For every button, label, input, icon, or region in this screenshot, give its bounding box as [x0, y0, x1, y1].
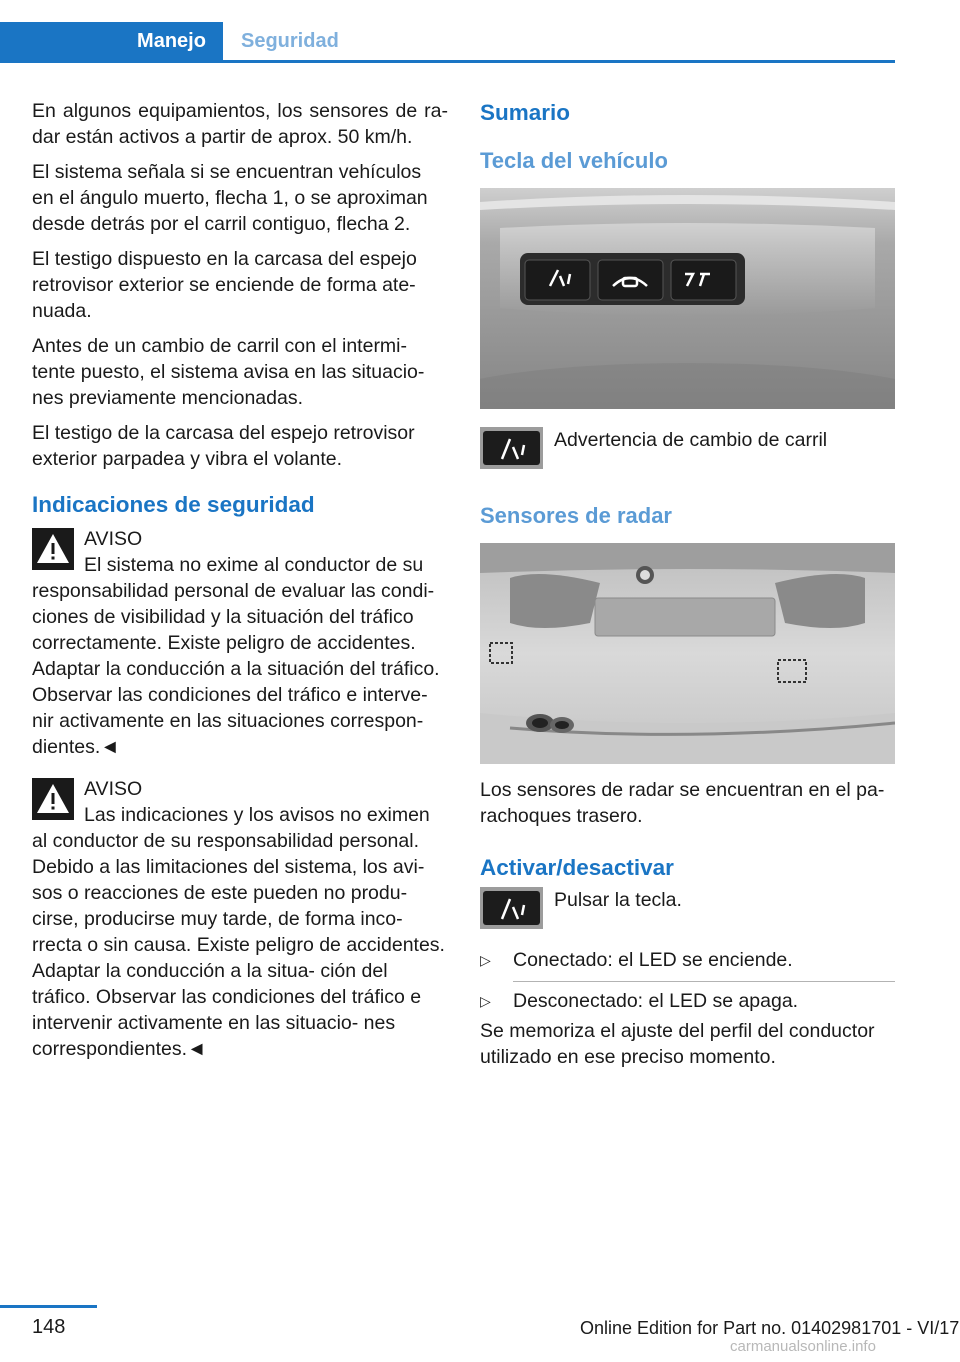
- section-heading: Indicaciones de seguridad: [32, 492, 315, 517]
- triangle-bullet-icon: ▷: [480, 952, 491, 968]
- key-legend: [480, 427, 895, 471]
- watermark: carmanualsonline.info: [730, 1338, 876, 1355]
- subsection-heading: Tecla del vehículo: [480, 148, 668, 173]
- list-item-text: Conectado: el LED se enciende.: [513, 949, 793, 971]
- warning-title: AVISO: [84, 778, 143, 800]
- header-bar: [0, 22, 120, 60]
- paragraph: Se memoriza el ajuste del perfil del conductor utilizado en ese preciso momento.: [480, 1020, 875, 1068]
- subsection-heading: Sensores de radar: [480, 503, 672, 528]
- list-item: [480, 947, 895, 982]
- tab-seguridad[interactable]: Seguridad: [241, 29, 339, 52]
- right-column: [480, 98, 895, 1079]
- paragraph: El testigo dispuesto en la carcasa del espejo retrovisor exterior se enciende de forma ate‐ nuada.: [32, 248, 417, 322]
- page-number: 148: [32, 1316, 66, 1338]
- paragraph: Antes de un cambio de carril con el intermi‐ tente puesto, el sistema avisa en las situacio‐ nes previamente mencionadas.: [32, 335, 425, 409]
- section-heading: Sumario: [480, 100, 571, 125]
- warning-block: [32, 526, 448, 760]
- list-item-text: Desconectado: el LED se apaga.: [513, 990, 799, 1012]
- divider: [513, 981, 895, 982]
- left-column: [32, 98, 448, 1078]
- vehicle-key-photo: [480, 188, 895, 409]
- warning-text: Las indicaciones y los avisos no eximen al conductor de su responsabilidad personal. Debido a las limitaciones del sistema, los avi‐ sos o reacciones de este pueden no produ‐ cirse, producirse muy tarde, de forma inco‐ rrecta o sin causa. Existe peligro de accidentes. Adaptar la conducción a la situa‐ ción del tráfico. Observar las condiciones del tráfico e intervenir activamente en las situacio‐ nes correspondientes.◄: [32, 804, 445, 1060]
- warning-block: [32, 776, 448, 1062]
- lane-change-warning-key-icon: [480, 887, 543, 929]
- paragraph: En algunos equipamientos, los sensores de ra‐ dar están activos a partir de aprox. 50 km/h.: [32, 100, 448, 148]
- edition-info: Online Edition for Part no. 01402981701 - VI/17: [580, 1318, 960, 1338]
- warning-icon: [32, 778, 74, 820]
- warning-text: El sistema no exime al conductor de su responsabilidad personal de evaluar las condi‐ ciones de visibilidad y la situación del tráfico correctamente. Existe peligro de accidentes. Adaptar la conducción a la situación del tráfico. Observar las condiciones del tráfico e interve‐ nir activamente en las situaciones correspon‐ dientes.◄: [32, 554, 440, 758]
- tab-manejo[interactable]: Manejo: [120, 22, 223, 60]
- press-key-text: Pulsar la tecla.: [554, 889, 682, 911]
- paragraph: El sistema señala si se encuentran vehículos en el ángulo muerto, flecha 1, o se aproximan desde detrás por el carril contiguo, flecha 2.: [32, 161, 428, 235]
- toggle-list: [480, 947, 895, 1014]
- section-heading: Activar/desactivar: [480, 855, 674, 880]
- header-divider: [0, 60, 895, 63]
- header: [0, 0, 895, 64]
- radar-sensors-photo: [480, 543, 895, 764]
- triangle-bullet-icon: ▷: [480, 993, 491, 1009]
- list-item: [480, 988, 895, 1014]
- paragraph: Los sensores de radar se encuentran en el pa‐ rachoques trasero.: [480, 779, 885, 827]
- warning-icon: [32, 528, 74, 570]
- key-caption: Advertencia de cambio de carril: [554, 429, 828, 451]
- lane-change-warning-key-icon: [480, 427, 543, 469]
- footer-divider: [0, 1305, 97, 1308]
- paragraph: El testigo de la carcasa del espejo retrovisor exterior parpadea y vibra el volante.: [32, 422, 415, 470]
- warning-title: AVISO: [84, 528, 143, 550]
- press-key-row: [480, 887, 895, 931]
